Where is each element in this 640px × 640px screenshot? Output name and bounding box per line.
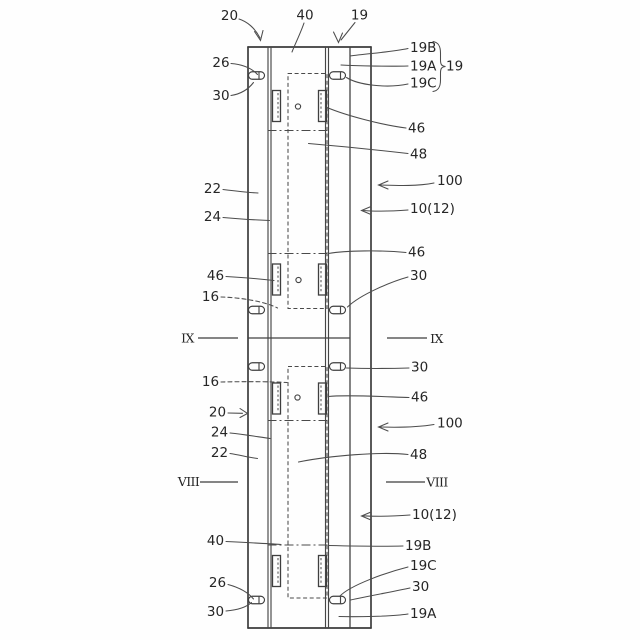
leader-10-12-right-2: [363, 515, 410, 516]
slot-hole: [249, 363, 265, 371]
label-30-bottom-left: 30: [206, 604, 225, 620]
label-30-right-2: 30: [410, 268, 428, 284]
label-16-lower: 16: [201, 374, 220, 390]
leader-30-top-left: [231, 83, 254, 96]
label-IX-left: IX: [181, 330, 194, 346]
label-20-top: 20: [220, 8, 239, 24]
label-19C-bottom: 19C: [410, 558, 437, 574]
leader-30-bottom-right: [351, 588, 411, 600]
leader-24-lower: [230, 433, 270, 439]
label-19B-bottom: 19B: [405, 538, 432, 554]
label-VIII-right: VIII: [426, 474, 448, 490]
label-19A-top: 19A: [410, 58, 437, 75]
slot-hole: [249, 306, 265, 314]
leader-100-right-1: [380, 183, 434, 186]
label-46-left: 46: [206, 268, 225, 284]
reference-numerals: [177, 8, 463, 623]
leader-24-upper: [223, 218, 270, 221]
leader-19A-top: [341, 65, 408, 66]
label-VIII-left: VIII: [177, 474, 200, 489]
label-19C-top: 19C: [410, 75, 437, 92]
label-46-right-1: 46: [408, 120, 426, 137]
label-46-right-3: 46: [411, 389, 429, 406]
pilot-hole: [295, 395, 300, 400]
leader-10-12-right-1: [363, 210, 408, 211]
leader-48-right-1: [309, 144, 409, 154]
leader-16-upper: [221, 297, 278, 308]
fastener-plate: [273, 91, 281, 122]
slot-hole: [330, 363, 346, 371]
label-100-right-1: 100: [437, 173, 463, 189]
hidden-plate-upper: [288, 74, 327, 309]
leader-arrowhead-19-top: [334, 32, 343, 43]
label-40-lower: 40: [206, 533, 225, 549]
label-30-right-3: 30: [411, 359, 429, 376]
leader-100-right-2: [380, 425, 434, 428]
label-46-right-2: 46: [408, 244, 426, 261]
leader-46-right-3: [329, 396, 410, 398]
leader-46-right-2: [329, 251, 407, 254]
label-19B-top: 19B: [410, 40, 437, 56]
leader-40-lower: [226, 542, 281, 545]
label-40-top: 40: [296, 7, 314, 24]
label-19-group: 19: [446, 58, 464, 75]
leader-22-lower: [230, 454, 258, 459]
slot-hole: [330, 306, 346, 314]
leader-30-right-2: [348, 277, 409, 307]
leader-lines: [198, 19, 446, 617]
column-body: [248, 47, 371, 628]
slot-hole: [330, 72, 346, 80]
pilot-hole: [295, 104, 300, 109]
label-24-upper: 24: [203, 209, 222, 225]
fastener-plate: [273, 556, 281, 587]
fastener-plate: [273, 383, 281, 414]
label-22-lower: 22: [210, 445, 229, 461]
label-100-right-2: 100: [437, 415, 463, 432]
label-10-12-right-2: 10(12): [412, 507, 457, 523]
pilot-hole: [296, 277, 301, 282]
leader-46-left: [226, 277, 274, 281]
leader-19C-top: [347, 78, 409, 86]
leader-19-top: [341, 23, 355, 41]
label-30-bottom-right: 30: [412, 579, 430, 595]
label-26-bottom: 26: [208, 575, 227, 591]
leader-19B-top: [350, 49, 408, 57]
leader-48-right-2: [299, 453, 409, 462]
label-48-right-1: 48: [410, 146, 428, 163]
label-19A-bottom: 19A: [410, 606, 437, 622]
label-22-upper: 22: [203, 181, 222, 197]
leader-46-right-1: [327, 108, 406, 129]
label-48-right-2: 48: [410, 447, 428, 463]
label-24-lower: 24: [210, 424, 229, 441]
leader-22-upper: [223, 190, 258, 194]
label-30-top-left: 30: [212, 88, 230, 104]
fastener-plate: [273, 264, 281, 295]
label-19-top: 19: [350, 7, 369, 24]
hidden-connection-plates: [288, 74, 327, 599]
leader-19B-bottom: [329, 546, 403, 547]
label-20-lower: 20: [208, 404, 227, 421]
label-10-12-right-1: 10(12): [410, 201, 455, 217]
label-16-upper: 16: [201, 289, 220, 305]
label-26-top: 26: [212, 55, 230, 71]
slot-hole: [330, 596, 346, 604]
leader-16-lower: [221, 382, 287, 383]
label-IX-right: IX: [430, 331, 443, 346]
